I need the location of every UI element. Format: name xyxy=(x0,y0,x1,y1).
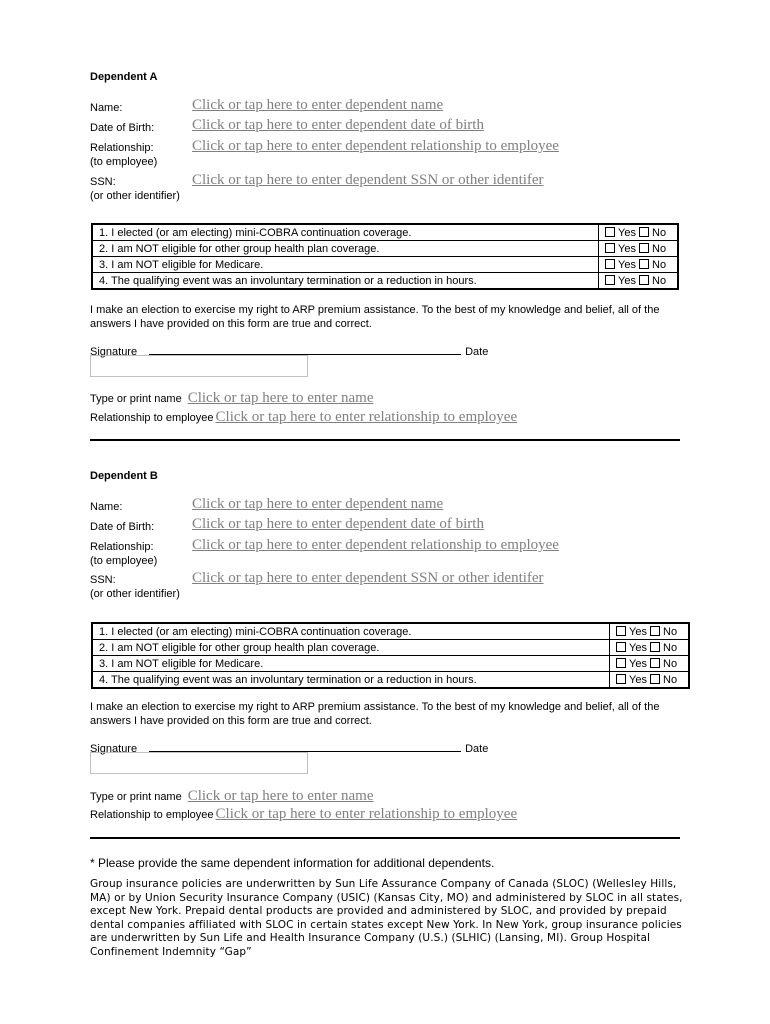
no-checkbox[interactable]: No xyxy=(639,259,666,271)
dependent-name-field[interactable]: Click or tap here to enter dependent name xyxy=(192,496,444,512)
yes-no-choice xyxy=(610,623,690,640)
print-name-label: Type or print name xyxy=(90,791,182,803)
no-checkbox[interactable]: No xyxy=(639,275,666,287)
print-name-row xyxy=(90,390,373,407)
table-row xyxy=(92,257,678,273)
relationship-to-employee-field[interactable]: Click or tap here to enter relationship to employee xyxy=(215,409,518,425)
question-text: 1. I elected (or am electing) mini-COBRA continuation coverage. xyxy=(92,623,610,640)
yes-no-choice xyxy=(599,257,679,273)
table-row xyxy=(92,224,678,241)
table-row xyxy=(92,273,678,290)
yes-no-choice xyxy=(599,273,679,290)
question-text: 1. I elected (or am electing) mini-COBRA continuation coverage. xyxy=(92,224,599,241)
table-row xyxy=(92,241,678,257)
name-label: Name: xyxy=(90,102,123,114)
checkbox-icon xyxy=(616,658,626,668)
checkbox-icon xyxy=(639,227,649,237)
relationship-label: Relationship: xyxy=(90,541,154,553)
ssn-label: SSN: xyxy=(90,574,116,586)
print-name-field[interactable]: Click or tap here to enter name xyxy=(187,788,374,804)
dependent-relationship-field[interactable]: Click or tap here to enter dependent relationship to employee xyxy=(192,537,559,553)
dependent-relationship-field[interactable]: Click or tap here to enter dependent relationship to employee xyxy=(192,138,559,154)
ssn-label: SSN: xyxy=(90,176,116,188)
checkbox-icon xyxy=(605,227,615,237)
table-row xyxy=(92,672,689,689)
section-divider xyxy=(90,837,680,839)
no-checkbox[interactable]: No xyxy=(639,227,666,239)
election-statement: I make an election to exercise my right to ARP premium assistance. To the best of my knowledge and belief, all of the answers I have provided on this form are true and correct. xyxy=(90,701,660,727)
question-text: 4. The qualifying event was an involuntary termination or a reduction in hours. xyxy=(92,672,610,689)
signature-label: Signature xyxy=(90,346,138,358)
relationship-to-employee-label: Relationship to employee xyxy=(90,809,214,821)
yes-no-choice xyxy=(599,241,679,257)
yes-checkbox[interactable]: Yes xyxy=(605,275,636,287)
yes-checkbox[interactable]: Yes xyxy=(605,227,636,239)
yes-checkbox[interactable]: Yes xyxy=(616,658,647,670)
print-name-field[interactable]: Click or tap here to enter name xyxy=(187,390,374,406)
yes-no-choice xyxy=(610,656,690,672)
no-checkbox[interactable]: No xyxy=(650,674,677,686)
checkbox-icon xyxy=(639,243,649,253)
checkbox-icon xyxy=(616,674,626,684)
yes-checkbox[interactable]: Yes xyxy=(605,259,636,271)
yes-checkbox[interactable]: Yes xyxy=(605,243,636,255)
eligibility-questions-table xyxy=(91,622,690,689)
question-text: 3. I am NOT eligible for Medicare. xyxy=(92,257,599,273)
date-label: Date xyxy=(465,743,489,755)
relationship-sublabel: (to employee) xyxy=(90,156,158,168)
dob-label: Date of Birth: xyxy=(90,521,155,533)
yes-no-choice xyxy=(610,672,690,689)
yes-checkbox[interactable]: Yes xyxy=(616,642,647,654)
dependent-b-heading: Dependent B xyxy=(90,470,158,482)
question-text: 3. I am NOT eligible for Medicare. xyxy=(92,656,610,672)
dependent-dob-field[interactable]: Click or tap here to enter dependent date of birth xyxy=(192,117,484,133)
checkbox-icon xyxy=(605,275,615,285)
checkbox-icon xyxy=(650,642,660,652)
checkbox-icon xyxy=(650,626,660,636)
section-divider xyxy=(90,439,680,441)
checkbox-icon xyxy=(650,674,660,684)
relationship-label: Relationship: xyxy=(90,142,154,154)
relationship-sublabel: (to employee) xyxy=(90,555,158,567)
no-checkbox[interactable]: No xyxy=(650,658,677,670)
eligibility-questions-table xyxy=(91,223,679,290)
name-label: Name: xyxy=(90,501,123,513)
signature-box[interactable] xyxy=(90,752,308,774)
relationship-row xyxy=(90,806,517,823)
signature-line xyxy=(149,343,461,355)
relationship-to-employee-label: Relationship to employee xyxy=(90,412,214,424)
signature-line xyxy=(149,740,461,752)
checkbox-icon xyxy=(616,626,626,636)
checkbox-icon xyxy=(605,243,615,253)
dependent-name-field[interactable]: Click or tap here to enter dependent name xyxy=(192,97,444,113)
relationship-row xyxy=(90,409,517,426)
dob-label: Date of Birth: xyxy=(90,122,155,134)
no-checkbox[interactable]: No xyxy=(650,642,677,654)
dependent-a-heading: Dependent A xyxy=(90,71,158,83)
checkbox-icon xyxy=(616,642,626,652)
yes-checkbox[interactable]: Yes xyxy=(616,674,647,686)
election-statement: I make an election to exercise my right to ARP premium assistance. To the best of my knowledge and belief, all of the answers I have provided on this form are true and correct. xyxy=(90,304,660,330)
yes-no-choice xyxy=(599,224,679,241)
relationship-to-employee-field[interactable]: Click or tap here to enter relationship to employee xyxy=(215,806,518,822)
table-row xyxy=(92,623,689,640)
additional-dependents-note: * Please provide the same dependent information for additional dependents. xyxy=(90,856,495,870)
dependent-ssn-field[interactable]: Click or tap here to enter dependent SSN or other identifer xyxy=(192,570,544,586)
underwriting-disclaimer: Group insurance policies are underwritten by Sun Life Assurance Company of Canada (SLOC) (Wellesley Hills, MA) or by Union Security Insurance Company (USIC) (Kansas City, MO) and administered by SLOC in all states, except New York. Prepaid dental products are provided and administered by SLOC, and provided by prepaid dental companies affiliated with SLOC in certain states except New York. In New York, group insurance policies are underwritten by Sun Life and Health Insurance Company (U.S.) (SLHIC) (Lansing, MI). Group Hospital Confinement Indemnity “Gap” xyxy=(90,878,683,958)
no-checkbox[interactable]: No xyxy=(650,626,677,638)
yes-checkbox[interactable]: Yes xyxy=(616,626,647,638)
no-checkbox[interactable]: No xyxy=(639,243,666,255)
question-text: 2. I am NOT eligible for other group health plan coverage. xyxy=(92,241,599,257)
print-name-label: Type or print name xyxy=(90,393,182,405)
checkbox-icon xyxy=(605,259,615,269)
checkbox-icon xyxy=(650,658,660,668)
print-name-row xyxy=(90,788,373,805)
dependent-ssn-field[interactable]: Click or tap here to enter dependent SSN or other identifer xyxy=(192,172,544,188)
signature-label: Signature xyxy=(90,743,138,755)
ssn-sublabel: (or other identifier) xyxy=(90,190,180,202)
yes-no-choice xyxy=(610,640,690,656)
checkbox-icon xyxy=(639,275,649,285)
dependent-dob-field[interactable]: Click or tap here to enter dependent date of birth xyxy=(192,516,484,532)
table-row xyxy=(92,656,689,672)
checkbox-icon xyxy=(639,259,649,269)
date-label: Date xyxy=(465,346,489,358)
table-row xyxy=(92,640,689,656)
question-text: 2. I am NOT eligible for other group health plan coverage. xyxy=(92,640,610,656)
ssn-sublabel: (or other identifier) xyxy=(90,588,180,600)
signature-box[interactable] xyxy=(90,355,308,377)
question-text: 4. The qualifying event was an involuntary termination or a reduction in hours. xyxy=(92,273,599,290)
